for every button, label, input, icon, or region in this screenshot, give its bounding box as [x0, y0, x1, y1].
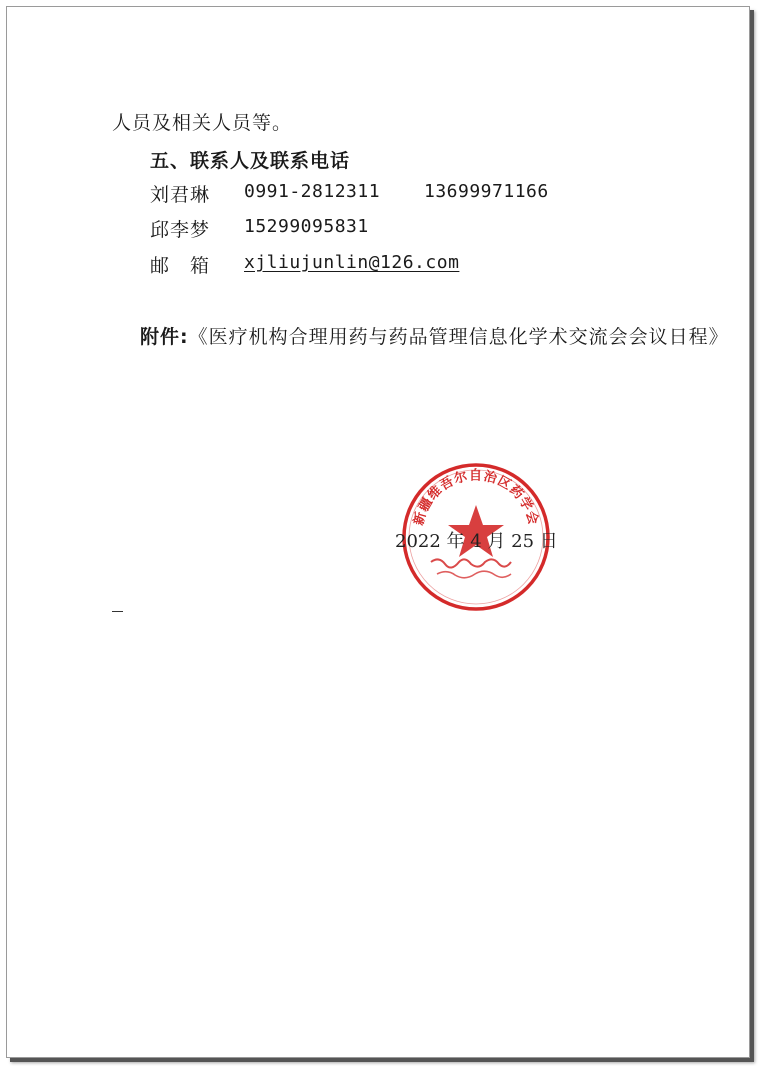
- seal-arc-textpath: 新疆维吾尔自治区药学会: [411, 468, 541, 528]
- stray-dash-mark: [112, 611, 123, 612]
- attachment-line: [140, 322, 729, 349]
- contact-name-1: 刘君琳: [150, 184, 211, 206]
- contact-phone-1: 0991-2812311: [244, 181, 381, 202]
- contact-phone-2: 15299095831: [244, 216, 369, 237]
- contact-mobile-1: 13699971166: [424, 181, 549, 202]
- contact-name-2: 邱李梦: [150, 219, 211, 241]
- document-date: 2022 年 4 月 25 日: [395, 531, 558, 552]
- seal-uyghur-script-mark-2: [437, 571, 511, 578]
- intro-tail-text: 人员及相关人员等。: [112, 112, 293, 134]
- email-link[interactable]: xjliujunlin@126.com: [244, 252, 460, 273]
- document-page: [6, 6, 750, 1058]
- section-heading: 五、联系人及联系电话: [150, 150, 351, 172]
- email-label: 邮 箱: [150, 255, 211, 277]
- attachment-title: 《医疗机构合理用药与药品管理信息化学术交流会会议日程》: [188, 326, 729, 348]
- seal-uyghur-script-mark: [431, 559, 511, 567]
- attachment-label: 附件:: [140, 326, 189, 348]
